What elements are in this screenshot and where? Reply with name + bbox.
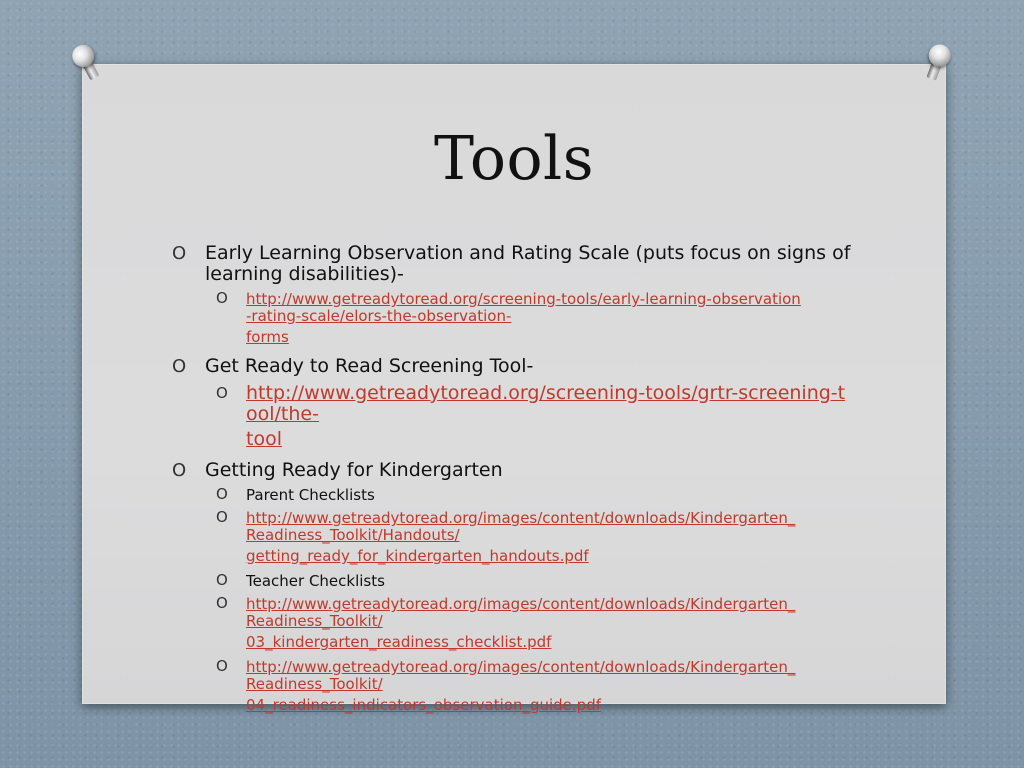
sub-bullet-marker: O bbox=[216, 657, 228, 675]
bullet-marker: O bbox=[172, 243, 187, 264]
bullet-elors bbox=[172, 243, 852, 285]
link-line: Readiness_Toolkit/ bbox=[246, 675, 383, 693]
bullet-list bbox=[172, 243, 852, 718]
link-line: Readiness_Toolkit/ bbox=[246, 612, 383, 630]
link-line: 04_readiness_indicators_observation_guide.pdf bbox=[246, 696, 601, 714]
link-line: http://www.getreadytoread.org/images/content/downloads/Kindergarten_ bbox=[246, 509, 796, 527]
observation-guide-link[interactable] bbox=[246, 659, 852, 714]
sub-bullet-text: Parent Checklists bbox=[246, 486, 375, 504]
sub-bullet-marker: O bbox=[216, 594, 228, 612]
sub-bullet-handouts-link bbox=[172, 510, 852, 565]
push-pin-icon bbox=[920, 41, 954, 84]
bullet-text-line: Early Learning Observation and Rating Scale (puts focus on signs of bbox=[205, 242, 851, 264]
sub-bullet-text: Teacher Checklists bbox=[246, 572, 385, 590]
sub-bullet-teacher-checklists bbox=[172, 573, 852, 590]
bullet-grtr bbox=[172, 356, 852, 377]
link-line: tool bbox=[246, 428, 282, 450]
bullet-text: Get Ready to Read Screening Tool- bbox=[205, 355, 534, 377]
link-line: Readiness_Toolkit/Handouts/ bbox=[246, 526, 460, 544]
sub-bullet-grtr-link bbox=[172, 383, 852, 450]
link-line: http://www.getreadytoread.org/screening-tools/early-learning-observation bbox=[246, 290, 801, 308]
sub-bullet-marker: O bbox=[216, 289, 228, 307]
sub-bullet-checklist-link bbox=[172, 596, 852, 651]
link-line: -rating-scale/elors-the-observation- bbox=[246, 307, 512, 325]
sub-bullet-marker: O bbox=[216, 485, 228, 503]
link-line: http://www.getreadytoread.org/screening-tools/grtr-screening-t bbox=[246, 382, 846, 404]
bullet-text-line: learning disabilities)- bbox=[205, 263, 404, 285]
bullet-text: Getting Ready for Kindergarten bbox=[205, 459, 503, 481]
link-line: getting_ready_for_kindergarten_handouts.pdf bbox=[246, 547, 589, 565]
bullet-marker: O bbox=[172, 460, 187, 481]
sub-bullet-marker: O bbox=[216, 508, 228, 526]
slide-title: Tools bbox=[433, 124, 595, 194]
link-line: ool/the- bbox=[246, 403, 319, 425]
bullet-marker: O bbox=[172, 356, 187, 377]
link-line: forms bbox=[246, 328, 289, 346]
sub-bullet-parent-checklists bbox=[172, 487, 852, 504]
sub-bullet-elors-link bbox=[172, 291, 852, 346]
sub-bullet-marker: O bbox=[216, 384, 228, 402]
elors-link[interactable] bbox=[246, 291, 852, 346]
bullet-kindergarten bbox=[172, 460, 852, 481]
handouts-link[interactable] bbox=[246, 510, 852, 565]
link-line: http://www.getreadytoread.org/images/content/downloads/Kindergarten_ bbox=[246, 595, 796, 613]
sub-bullet-marker: O bbox=[216, 571, 228, 589]
grtr-link[interactable] bbox=[246, 383, 852, 450]
link-line: 03_kindergarten_readiness_checklist.pdf bbox=[246, 633, 552, 651]
checklist-link[interactable] bbox=[246, 596, 852, 651]
link-line: http://www.getreadytoread.org/images/content/downloads/Kindergarten_ bbox=[246, 658, 796, 676]
sub-bullet-observation-guide-link bbox=[172, 659, 852, 714]
